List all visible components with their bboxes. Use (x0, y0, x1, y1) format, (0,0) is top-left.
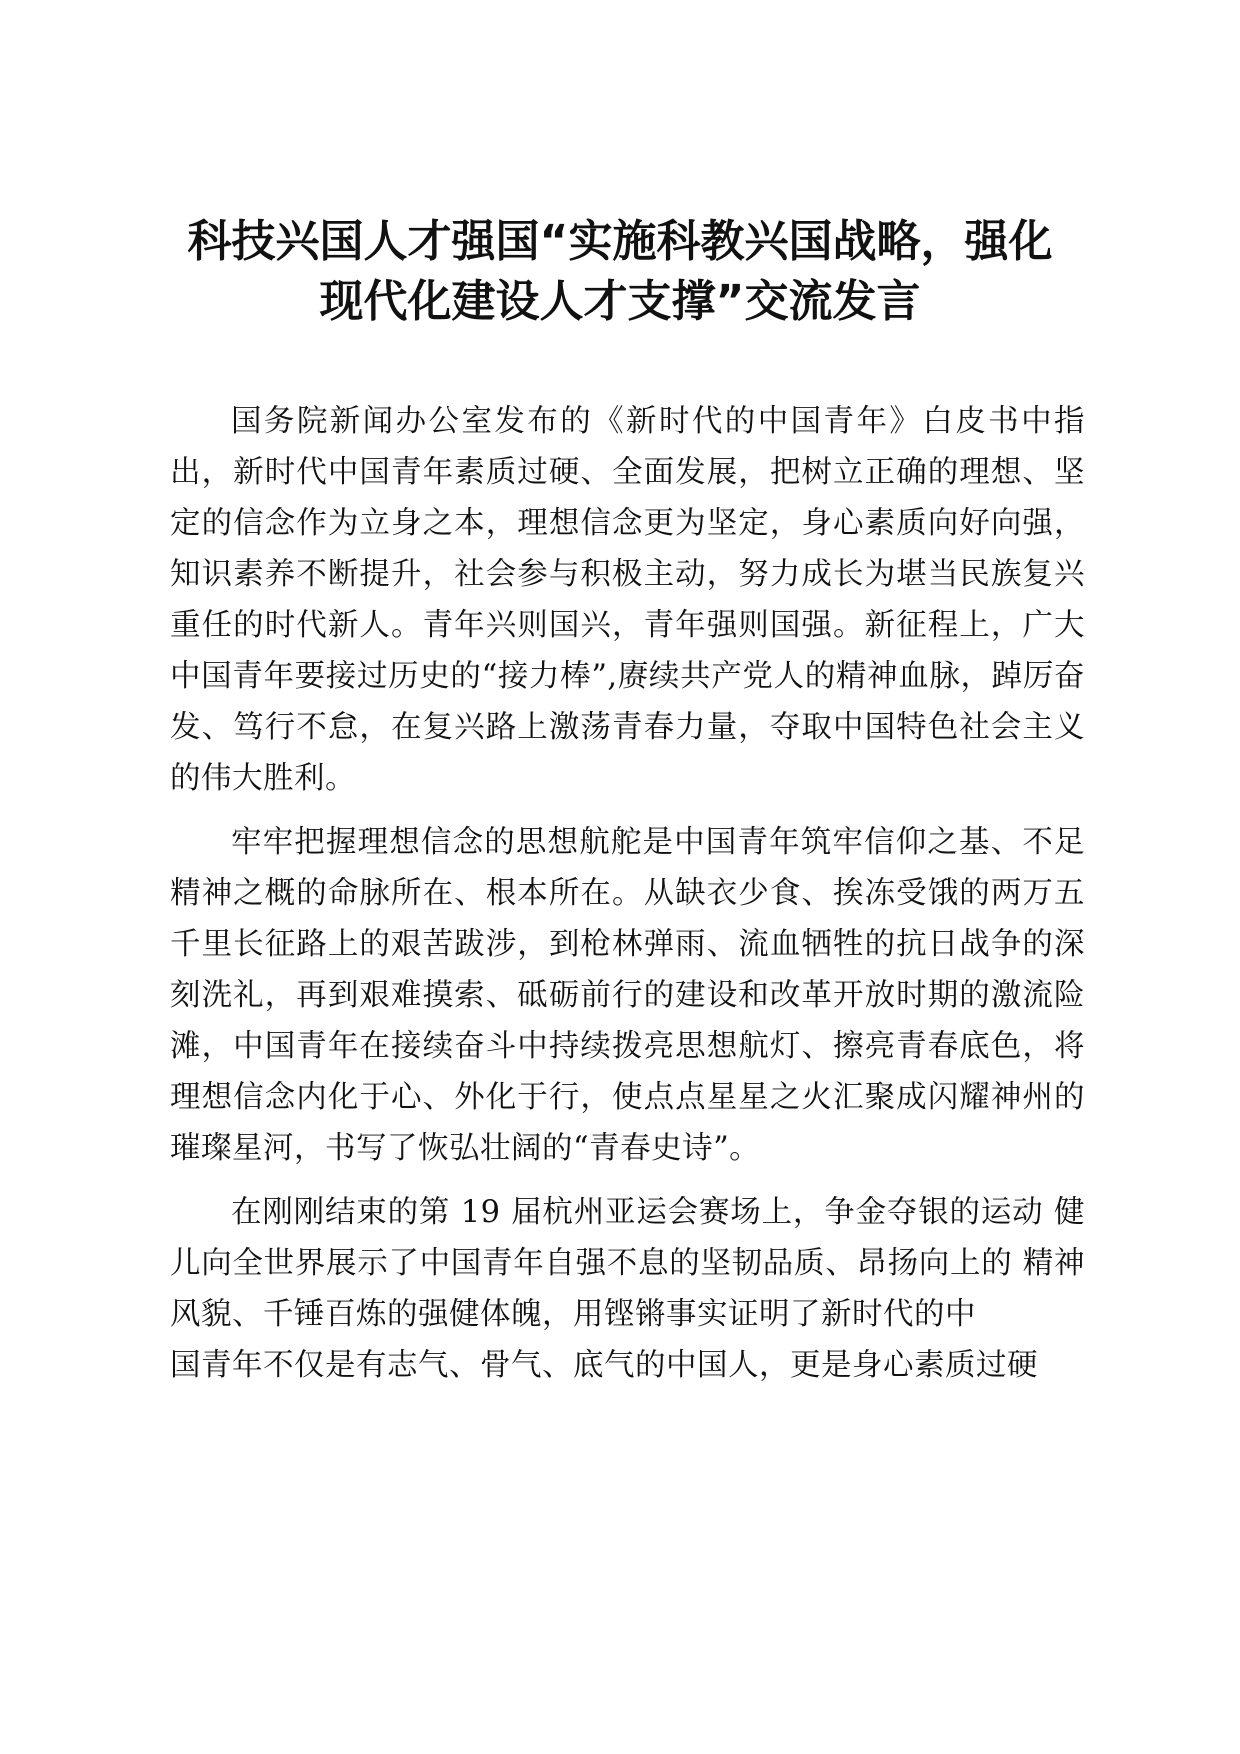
paragraph-continuation: 国青年不仅是有志气、骨气、底气的中国人，更是身心素质过硬 (170, 1348, 1038, 1383)
title-line-1: 科技兴国人才强国“实施科教兴国战略，强化 (187, 216, 1053, 267)
paragraph-1: 国务院新闻办公室发布的《新时代的中国青年》白皮书中指出，新时代中国青年素质过硬、全面发展，把树立正确的理想、坚定的信念作为立身之本，理想信念更为坚定，身心素质向好向强，知识素养不断提升，社会参与积极主动，努力成长为堪当民族复兴重任的时代新人。青年兴则国兴，青年强则国强。新征程上，广大中国青年要接过历史的“接力棒”,赓续共产党人的精神血脉，踔厉奋发、笃行不怠，在复兴路上激荡青春力量，夺取中国特色社会主义的伟大胜利。 (170, 404, 1085, 796)
document-title (150, 212, 1090, 332)
title-line-2: 现代化建设人才支撑”交流发言 (319, 276, 921, 327)
paragraph-3: 在刚刚结束的第 19 届杭州亚运会赛场上，争金夺银的运动 健儿向全世界展示了中国青年自强不息的坚韧品质、昂扬向上的 精神风貌、千锤百炼的强健体魄，用铿锵事实证明了新时代的中 (170, 1195, 1085, 1332)
paragraph-2: 牢牢把握理想信念的思想航舵是中国青年筑牢信仰之基、不足精神之概的命脉所在、根本所在。从缺衣少食、挨冻受饿的两万五千里长征路上的艰苦跋涉，到枪林弹雨、流血牺牲的抗日战争的深刻洗礼，再到艰难摸索、砥砺前行的建设和改革开放时期的激流险滩，中国青年在接续奋斗中持续拨亮思想航灯、擦亮青春底色，将理想信念内化于心、外化于行，使点点星星之火汇聚成闪耀神州的璀璨星河，书写了恢弘壮阔的“青春史诗”。 (170, 825, 1085, 1166)
document-body (170, 396, 1085, 1391)
